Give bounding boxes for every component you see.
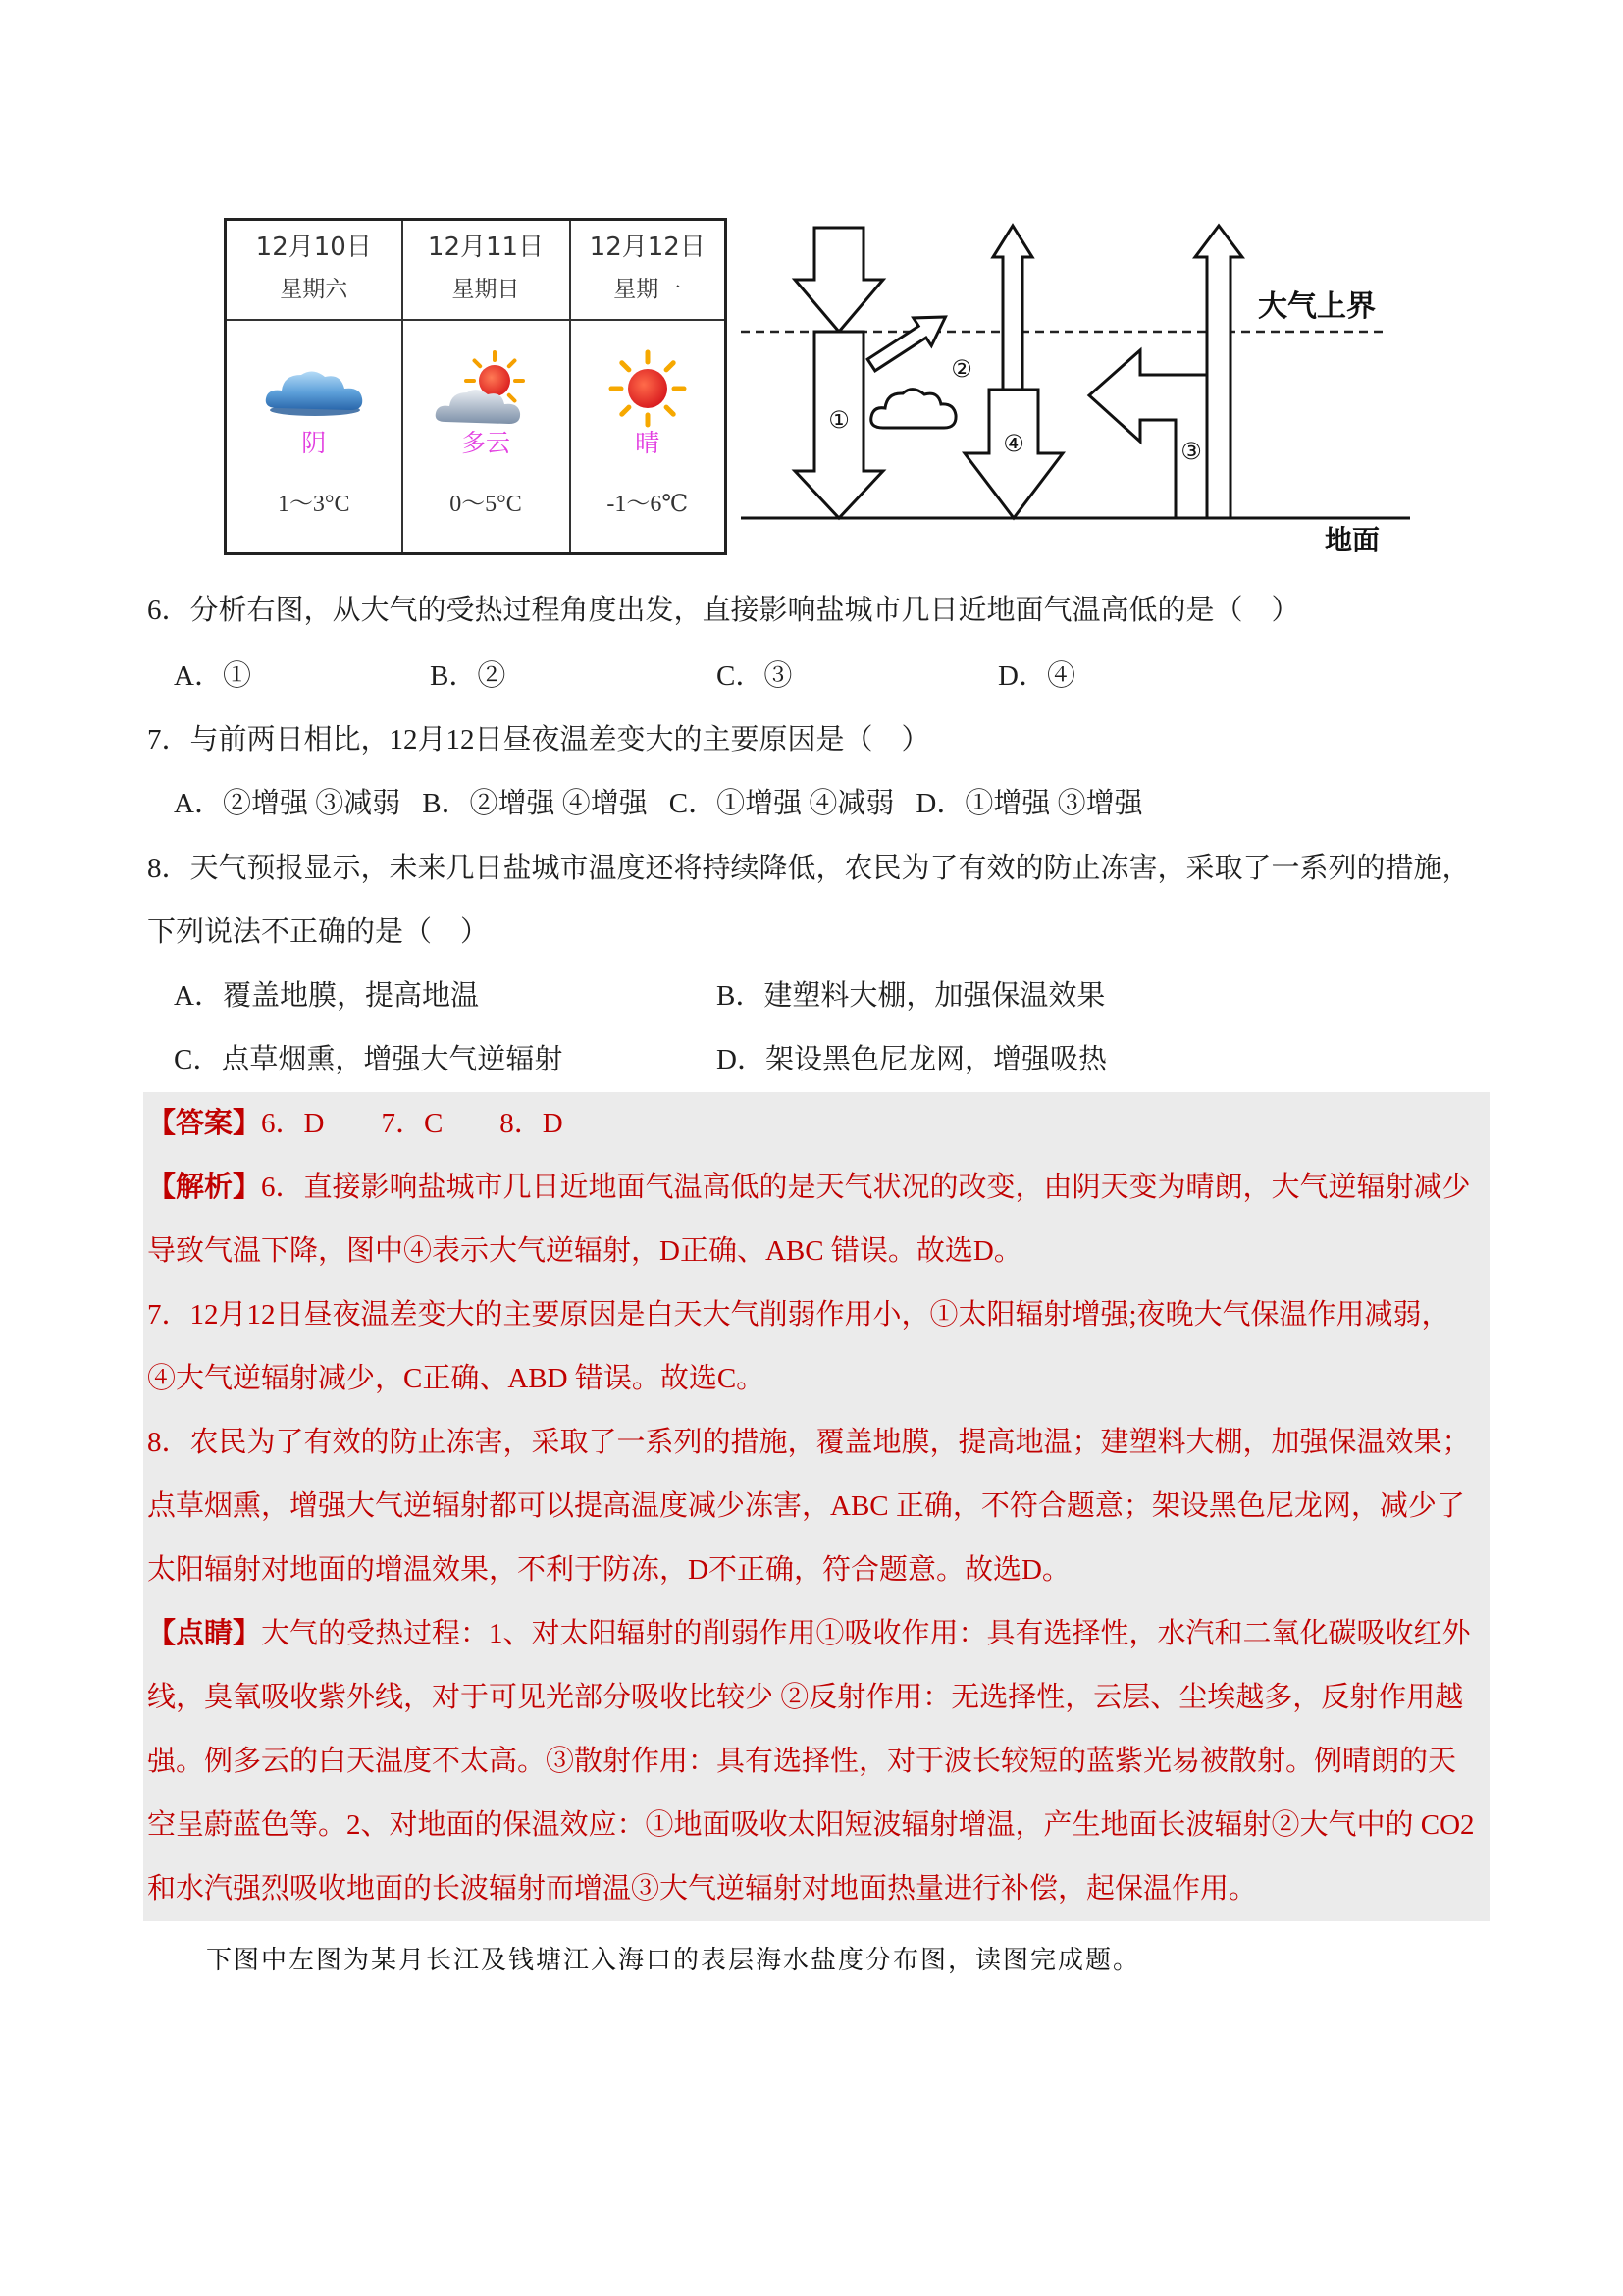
weather-condition: 阴 <box>301 429 327 457</box>
option-b: B．建塑料大棚，加强保温效果 <box>716 980 1106 1012</box>
weather-forecast-table <box>224 218 727 555</box>
sun-icon <box>571 349 725 428</box>
option-a: A．②增强 ③减弱 <box>174 788 401 819</box>
option-d: D．架设黑色尼龙网，增强吸热 <box>716 1044 1107 1075</box>
analysis-text: 7．12月12日昼夜温差变大的主要原因是白天大气削弱作用小，①太阳辐射增强;夜晚大气保温作用减弱， <box>147 1299 1450 1331</box>
forecast-day-body <box>226 320 402 554</box>
ground-label: 地面 <box>1325 524 1381 556</box>
question-8-stem: 8．天气预报显示，未来几日盐城市温度还将持续降低，农民为了有效的防止冻害，采取了一系列的措施， <box>147 853 1471 884</box>
analysis-text: ④大气逆辐射减少，C正确、ABD 错误。故选C。 <box>147 1363 765 1394</box>
forecast-weekday: 星期日 <box>451 277 520 302</box>
analysis-line <box>143 1220 1490 1283</box>
forecast-date: 12月10日 <box>255 233 372 262</box>
forecast-weekday: 星期一 <box>613 277 682 302</box>
answer-line <box>143 1092 1490 1156</box>
arrow-label-3: ③ <box>1180 438 1202 465</box>
forecast-day-header <box>402 220 570 321</box>
forecast-date: 12月11日 <box>427 233 545 262</box>
question-8-stem-continued: 下列说法不正确的是（ ） <box>147 916 490 948</box>
key-point-line <box>143 1730 1490 1794</box>
analysis-line <box>143 1283 1490 1347</box>
cloud-icon <box>871 390 956 428</box>
forecast-date: 12月12日 <box>589 233 706 262</box>
option-a: A．① <box>174 660 251 692</box>
overcast-cloud-icon <box>227 349 401 428</box>
key-point-tag: 【点睛】 <box>147 1618 262 1649</box>
key-point-line <box>143 1794 1490 1857</box>
key-point-text: 强。例多云的白天温度不太高。③散射作用：具有选择性，对于波长较短的蓝紫光易被散射。例晴朗的天 <box>147 1746 1457 1777</box>
forecast-day-header <box>570 220 726 321</box>
question-7-options <box>174 784 1165 823</box>
upward-radiation-arrow <box>993 226 1032 390</box>
forecast-day-body <box>402 320 570 554</box>
question-7-stem: 7．与前两日相比，12月12日昼夜温差变大的主要原因是（ ） <box>147 724 930 756</box>
option-b: B．② <box>430 660 506 692</box>
key-point-line <box>143 1857 1490 1921</box>
question-6-stem: 6．分析右图，从大气的受热过程角度出发，直接影响盐城市几日近地面气温高低的是（ ） <box>147 595 1300 626</box>
reflection-arrow-2 <box>863 303 955 380</box>
analysis-text: 太阳辐射对地面的增温效果，不利于防冻，D不正确，符合题意。故选D。 <box>147 1554 1071 1586</box>
option-a: A．覆盖地膜，提高地温 <box>174 980 479 1012</box>
analysis-tag: 【解析】 <box>147 1172 262 1203</box>
analysis-text: 点草烟熏，增强大气逆辐射都可以提高温度减少冻害，ABC 正确，不符合题意；架设黑色尼龙网，减少了 <box>147 1490 1465 1522</box>
temperature-range: 1～3°C <box>277 492 350 517</box>
forecast-day-body <box>570 320 726 554</box>
analysis-line <box>143 1347 1490 1411</box>
atmosphere-top-label: 大气上界 <box>1258 289 1376 324</box>
key-point-text: 大气的受热过程：1、对太阳辐射的削弱作用①吸收作用：具有选择性，水汽和二氧化碳吸收红外 <box>261 1618 1471 1649</box>
arrow-label-1: ① <box>828 406 850 434</box>
option-c: C．①增强 ④减弱 <box>668 788 895 819</box>
key-point-text: 空呈蔚蓝色等。2、对地面的保温效应：①地面吸收太阳短波辐射增温，产生地面长波辐射②大气中的 CO2 <box>147 1809 1475 1841</box>
forecast-day-header <box>226 220 402 321</box>
option-d: D．④ <box>998 660 1075 692</box>
answer-text: 6．D 7．C 8．D <box>261 1108 563 1139</box>
temperature-range: 0～5°C <box>449 492 522 517</box>
solar-radiation-arrow-top <box>795 228 883 332</box>
next-section-intro: 下图中左图为某月长江及钱塘江入海口的表层海水盐度分布图，读图完成题。 <box>206 1946 1141 1975</box>
key-point-text: 和水汽强烈吸收地面的长波辐射而增温③大气逆辐射对地面热量进行补偿，起保温作用。 <box>147 1873 1258 1905</box>
ground-radiation-arrow-3 <box>1089 350 1207 518</box>
analysis-text: 6．直接影响盐城市几日近地面气温高低的是天气状况的改变，由阴天变为晴朗，大气逆辐射减少 <box>261 1172 1471 1203</box>
answer-tag: 【答案】 <box>147 1108 262 1139</box>
temperature-range: -1～6℃ <box>606 492 689 517</box>
analysis-text: 8．农民为了有效的防止冻害，采取了一系列的措施，覆盖地膜，提高地温；建塑料大棚，加强保温效果； <box>147 1427 1471 1458</box>
option-c: C．点草烟熏，增强大气逆辐射 <box>174 1044 563 1075</box>
arrow-label-2: ② <box>951 355 972 383</box>
key-point-text: 线，臭氧吸收紫外线，对于可见光部分吸收比较少 ②反射作用：无选择性，云层、尘埃越多，反射作用越 <box>147 1682 1464 1713</box>
forecast-weekday: 星期六 <box>280 277 348 302</box>
arrow-label-4: ④ <box>1003 430 1024 457</box>
key-point-line <box>143 1602 1490 1666</box>
option-c: C．③ <box>716 660 793 692</box>
analysis-text: 导致气温下降，图中④表示大气逆辐射，D正确、ABC 错误。故选D。 <box>147 1235 1022 1267</box>
key-point-line <box>143 1666 1490 1730</box>
weather-condition: 晴 <box>635 429 660 457</box>
analysis-line <box>143 1475 1490 1539</box>
option-b: B．②增强 ④增强 <box>422 788 648 819</box>
weather-condition: 多云 <box>460 429 510 457</box>
partly-cloudy-icon <box>403 349 569 428</box>
atmosphere-heating-diagram <box>736 218 1423 561</box>
analysis-line <box>143 1411 1490 1475</box>
analysis-line <box>143 1539 1490 1602</box>
answer-explanation-box <box>143 1092 1490 1921</box>
option-d: D．①增强 ③增强 <box>916 788 1143 819</box>
analysis-line <box>143 1156 1490 1220</box>
